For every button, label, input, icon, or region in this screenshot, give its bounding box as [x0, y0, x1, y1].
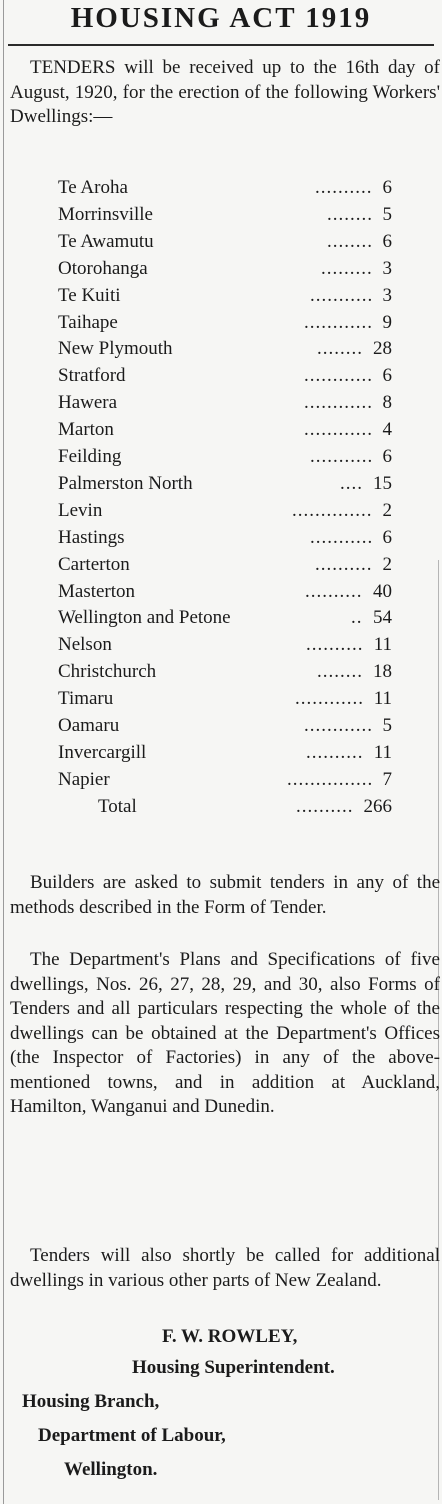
town-name: Hastings: [58, 526, 125, 548]
town-name: Te Kuiti: [58, 284, 121, 306]
town-name: Masterton: [58, 580, 136, 602]
plans-text: The Department's Plans and Specifications of five dwellings, Nos. 26, 27, 28, 29, and 30, also Forms of Tenders and all particulars respecting the whole of the dwellings can be obtained at the Department's Offices (the Inspector of Factories) in any of the above-mentioned towns, and in addition at Auckland, Hamilton, Wanganui and Dunedin.: [10, 949, 440, 1117]
town-name: Te Aroha: [58, 177, 128, 198]
leader-dots: ...........: [310, 526, 374, 548]
leader-dots: ............: [304, 715, 373, 736]
town-name: Feilding: [58, 446, 122, 467]
dwelling-count: 11: [373, 688, 392, 710]
dwelling-count: 3: [382, 284, 392, 306]
town-name: Nelson: [58, 634, 112, 656]
leader-dots: ............: [295, 688, 364, 710]
town-name: Morrinsville: [58, 203, 153, 225]
dwelling-count: 6: [382, 365, 392, 387]
leader-dots: ..........: [315, 553, 373, 575]
dwelling-count: 2: [382, 499, 392, 521]
builders-paragraph: [10, 871, 440, 920]
town-name: Taihape: [58, 311, 118, 333]
dwelling-count: 5: [382, 715, 392, 736]
plans-paragraph: [10, 948, 440, 1120]
leader-dots: ...........: [310, 446, 374, 467]
dwelling-count: 8: [382, 392, 392, 414]
signature-city: Wellington.: [64, 1459, 158, 1480]
signature-name: F. W. ROWLEY,: [162, 1326, 298, 1347]
leader-dots: ....: [340, 472, 363, 494]
dwelling-count: 11: [373, 741, 392, 763]
town-name: Palmerston North: [58, 472, 193, 494]
town-name: Napier: [58, 768, 110, 790]
town-name: Otorohanga: [58, 257, 148, 279]
town-row: [0, 256, 442, 282]
dwelling-count: 9: [382, 311, 392, 333]
town-row: [0, 444, 442, 470]
town-row: [0, 229, 442, 255]
signature-department: Department of Labour,: [38, 1425, 226, 1446]
dwelling-count: 4: [382, 419, 392, 441]
leader-dots: ...............: [287, 768, 374, 790]
town-name: New Plymouth: [58, 338, 173, 360]
dwelling-count: 2: [382, 553, 392, 575]
dwelling-count: 54: [373, 607, 392, 629]
dwelling-count: 6: [382, 230, 392, 252]
town-name: Marton: [58, 419, 114, 441]
dwelling-count: 6: [382, 177, 392, 198]
total-label: Total: [98, 795, 137, 817]
leader-dots: ........: [317, 661, 363, 683]
leader-dots: ............: [304, 311, 373, 333]
leader-dots: ........: [317, 338, 363, 360]
town-row: [0, 632, 442, 658]
total-row: [0, 794, 442, 820]
leader-dots: ..........: [296, 795, 354, 817]
town-row: [0, 202, 442, 228]
town-row: [0, 579, 442, 605]
town-name: Christchurch: [58, 661, 157, 683]
town-name: Levin: [58, 499, 103, 521]
intro-text: TENDERS will be received up to the 16th day of August, 1920, for the erection of the following Workers' Dwellings:—: [10, 57, 440, 127]
town-name: Invercargill: [58, 741, 147, 763]
leader-dots: .........: [321, 257, 373, 279]
town-row: [0, 471, 442, 497]
town-row: [0, 417, 442, 443]
town-row: [0, 390, 442, 416]
additional-paragraph: [10, 1244, 440, 1293]
dwelling-count: 18: [373, 661, 392, 683]
headline: HOUSING ACT 1919: [70, 2, 372, 34]
town-row: [0, 552, 442, 578]
town-row: [0, 605, 442, 631]
leader-dots: ...........: [310, 284, 374, 306]
town-name: Timaru: [58, 688, 114, 710]
leader-dots: ........: [327, 203, 373, 225]
town-row: [0, 525, 442, 551]
leader-dots: ............: [304, 419, 373, 441]
dwelling-count: 40: [373, 580, 392, 602]
town-row: [0, 363, 442, 389]
dwelling-count: 15: [373, 472, 392, 494]
intro-paragraph: [10, 56, 440, 130]
town-name: Carterton: [58, 553, 130, 575]
dwelling-count: 6: [382, 526, 392, 548]
town-row: [0, 175, 442, 201]
dwelling-count: 3: [382, 257, 392, 279]
town-row: [0, 498, 442, 524]
town-name: Te Awamutu: [58, 230, 154, 252]
builders-text: Builders are asked to submit tenders in any of the methods described in the Form of Tender.: [10, 872, 440, 918]
signature-title: Housing Superintendent.: [132, 1357, 335, 1378]
town-row: [0, 767, 442, 793]
town-row: [0, 686, 442, 712]
town-name: Hawera: [58, 392, 118, 414]
town-row: [0, 659, 442, 685]
leader-dots: ..........: [306, 741, 364, 763]
leader-dots: ..............: [292, 499, 373, 521]
dwelling-count: 7: [382, 768, 392, 790]
dwelling-count: 6: [382, 446, 392, 467]
leader-dots: ..........: [305, 580, 363, 602]
town-name: Wellington and Petone: [58, 607, 231, 629]
leader-dots: ..........: [315, 177, 373, 198]
town-row: [0, 740, 442, 766]
leader-dots: ..........: [306, 634, 364, 656]
town-name: Oamaru: [58, 715, 120, 736]
leader-dots: ..: [351, 607, 363, 629]
total-count: 266: [363, 795, 392, 817]
town-row: [0, 713, 442, 739]
leader-dots: ............: [304, 365, 373, 387]
signature-branch: Housing Branch,: [22, 1391, 160, 1412]
additional-text: Tenders will also shortly be called for additional dwellings in various other parts of New Zealand.: [10, 1245, 440, 1291]
dwelling-count: 11: [373, 634, 392, 656]
town-row: [0, 336, 442, 362]
town-name: Stratford: [58, 365, 126, 387]
leader-dots: ............: [304, 392, 373, 414]
dwelling-count: 5: [382, 203, 392, 225]
town-row: [0, 283, 442, 309]
leader-dots: ........: [327, 230, 373, 252]
headline-rule: [8, 44, 434, 46]
dwelling-count: 28: [373, 338, 392, 360]
town-row: [0, 310, 442, 336]
